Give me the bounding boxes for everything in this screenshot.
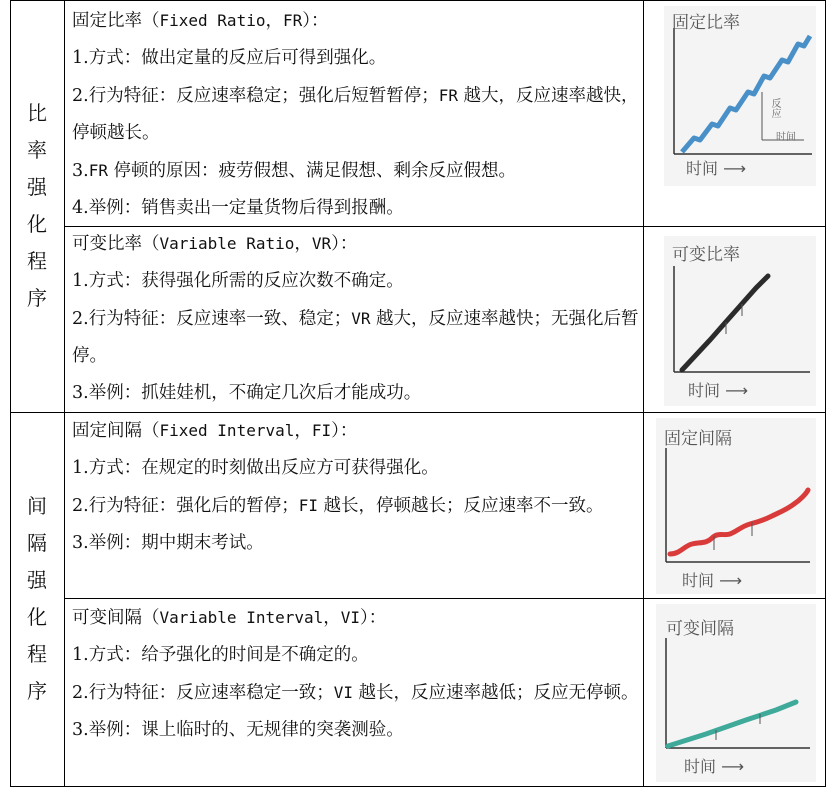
figure-title: 固定间隔 [664,429,732,449]
response-curve [682,276,768,370]
x-axis-label [688,378,748,401]
x-axis-label-text: 时间 [684,757,717,776]
group-label-char: 隔 [27,531,47,555]
group-label-char: 程 [27,249,47,273]
group-label-char: 序 [27,286,47,310]
row-heading: 固定间隔（Fixed Interval，FI）： [72,421,358,441]
cell-fixed-interval [72,412,642,562]
cell-fixed-ratio [72,2,642,227]
row-heading: 可变比率（Variable Ratio，VR）： [72,234,358,254]
row-line: 2.行为特征：反应速率稳定一致；VI 越长，反应速率越低；反应无停顿。 [72,683,639,703]
row-line: 2.行为特征：强化后的暂停；FI 越长，停顿越长；反应速率不一致。 [72,496,604,516]
group-label-char: 化 [27,212,47,236]
row-line: 3.举例：抓娃娃机，不确定几次后才能成功。 [72,383,422,403]
arrow-right-icon: ⟶ [721,757,745,776]
x-axis-label-text: 时间 [682,571,715,590]
arrow-right-icon: ⟶ [725,381,749,400]
row-line: 3.举例：期中期末考试。 [72,533,264,553]
group-label-char: 比 [27,101,47,125]
figure-title: 可变比率 [672,245,740,265]
figure-fixed-interval [656,418,816,594]
figure-variable-ratio [664,236,816,406]
x-axis-label-text: 时间 [686,159,719,178]
row-heading: 固定比率（Fixed Ratio，FR）： [72,11,329,31]
row-line: 1.方式：给予强化的时间是不确定的。 [72,645,369,665]
arrow-right-icon: ⟶ [719,571,743,590]
x-axis-label [682,568,742,591]
row-line: 1.方式：做出定量的反应后可得到强化。 [72,48,387,68]
response-curve [668,702,796,746]
row-line: 2.行为特征：反应速率稳定；强化后短暂暂停；FR 越大，反应速率越快，停顿越长。 [72,86,639,143]
x-axis-label-text: 时间 [688,381,721,400]
row-line: 2.行为特征：反应速率一致、稳定；VR 越大，反应速率越快；无强化后暂停。 [72,309,639,366]
row-line: 1.方式：获得强化所需的反应次数不确定。 [72,271,404,291]
figure-title: 可变间隔 [666,619,734,639]
arrow-right-icon: ⟶ [723,159,747,178]
cell-variable-ratio [72,225,642,412]
figure-variable-interval [656,604,816,782]
group-label-char: 率 [27,138,47,162]
group-label-ratio [6,0,68,412]
group-label-char: 强 [27,175,47,199]
group-label-char: 间 [27,494,47,518]
group-label-char: 化 [27,605,47,629]
inset-y-label: 反应 [769,98,780,118]
figure-fixed-ratio [664,6,816,186]
inset-x-label: 时间 [776,132,796,143]
row-line: 4.举例：销售卖出一定量货物后得到报酬。 [72,198,404,218]
figure-title: 固定比率 [672,13,740,33]
table-border-bottom [10,786,826,787]
group-label-char: 序 [27,679,47,703]
column-divider [643,0,644,787]
group-label-char: 强 [27,568,47,592]
response-curve [670,490,808,554]
table-border-right [825,0,826,787]
cell-variable-interval [72,599,642,749]
row-heading: 可变间隔（Variable Interval，VI）： [72,608,387,628]
group-label-char: 程 [27,642,47,666]
x-axis-label [684,754,744,777]
row-line: 1.方式：在规定的时刻做出反应方可获得强化。 [72,458,439,478]
row-line: 3.FR 停顿的原因：疲劳假想、满足假想、剩余反应假想。 [72,161,517,181]
table-border-top [10,0,826,1]
x-axis-label [686,156,746,179]
group-label-interval [6,412,68,786]
row-line: 3.举例：课上临时的、无规律的突袭测验。 [72,720,404,740]
